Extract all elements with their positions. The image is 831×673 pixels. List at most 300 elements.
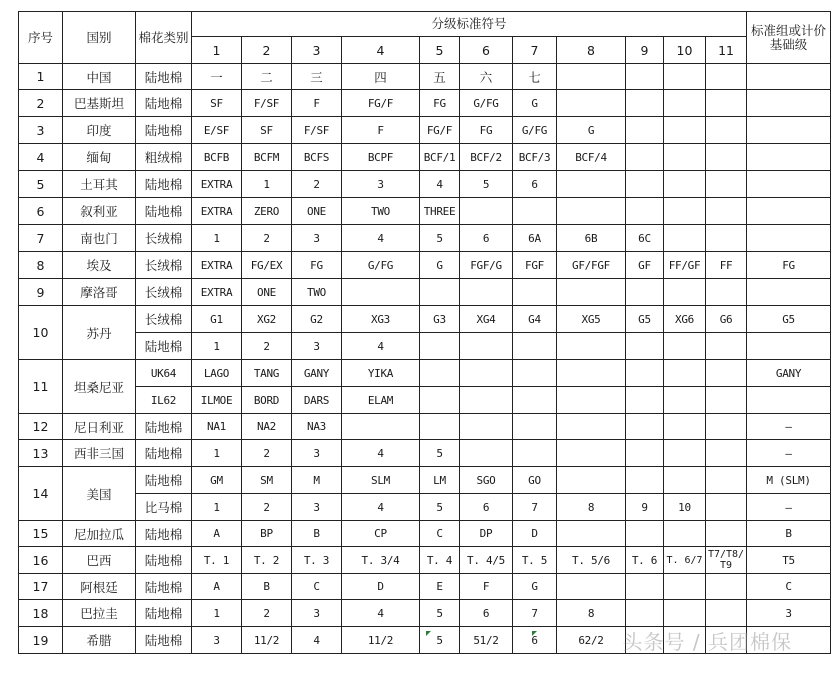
cotton-type-cell: UK64 xyxy=(136,360,192,387)
grade-cell: BCFS xyxy=(292,144,342,171)
grade-cell xyxy=(513,279,557,306)
standard-grade-cell xyxy=(747,627,831,654)
header-grade-4: 4 xyxy=(342,37,420,64)
grade-cell: F/SF xyxy=(292,117,342,144)
grade-cell: 5 xyxy=(420,494,460,521)
table-row xyxy=(19,171,831,198)
grade-cell xyxy=(664,360,706,387)
cotton-type-cell: 陆地棉 xyxy=(136,600,192,627)
cotton-type-cell: 陆地棉 xyxy=(136,574,192,600)
grade-cell: 3 xyxy=(192,627,242,654)
grade-cell: G/FG xyxy=(342,252,420,279)
grade-cell xyxy=(420,279,460,306)
country-cell: 埃及 xyxy=(63,252,136,279)
row-number: 3 xyxy=(19,117,63,144)
grade-cell: FG/F xyxy=(420,117,460,144)
cotton-type-cell: 陆地棉 xyxy=(136,467,192,494)
table-row xyxy=(19,494,831,521)
standard-grade-cell xyxy=(747,333,831,360)
grade-cell: NA3 xyxy=(292,414,342,440)
grade-cell: FG xyxy=(460,117,513,144)
cotton-type-cell: 粗绒棉 xyxy=(136,144,192,171)
header-grade-8: 8 xyxy=(557,37,626,64)
country-cell: 坦桑尼亚 xyxy=(63,360,136,414)
grade-cell: TWO xyxy=(292,279,342,306)
table-row xyxy=(19,360,831,387)
grade-cell: 四 xyxy=(342,64,420,90)
grade-cell xyxy=(513,387,557,414)
grade-cell: E xyxy=(420,574,460,600)
country-cell: 阿根廷 xyxy=(63,574,136,600)
grade-cell xyxy=(706,574,747,600)
grade-cell: BP xyxy=(242,521,292,547)
grade-cell: FG/F xyxy=(342,90,420,117)
grade-cell xyxy=(664,387,706,414)
table-row xyxy=(19,333,831,360)
grade-cell: G xyxy=(513,574,557,600)
table-row xyxy=(19,252,831,279)
grade-cell: C xyxy=(420,521,460,547)
grade-cell: DARS xyxy=(292,387,342,414)
grade-cell: T. 3/4 xyxy=(342,547,420,574)
grade-cell xyxy=(513,360,557,387)
table-body xyxy=(19,64,831,654)
row-number: 19 xyxy=(19,627,63,654)
grade-cell: SF xyxy=(242,117,292,144)
table-row xyxy=(19,144,831,171)
country-cell: 土耳其 xyxy=(63,171,136,198)
grade-cell xyxy=(664,521,706,547)
grade-cell xyxy=(626,279,664,306)
cotton-grading-table xyxy=(18,11,831,654)
grade-cell xyxy=(626,144,664,171)
grade-cell xyxy=(626,171,664,198)
cotton-type-cell: 陆地棉 xyxy=(136,333,192,360)
grade-cell: T. 6/7 xyxy=(664,547,706,574)
grade-cell: 6 xyxy=(513,171,557,198)
grade-cell: B xyxy=(242,574,292,600)
table-row xyxy=(19,225,831,252)
grade-cell: CP xyxy=(342,521,420,547)
header-grade-3: 3 xyxy=(292,37,342,64)
grade-cell: YIKA xyxy=(342,360,420,387)
grade-cell xyxy=(626,198,664,225)
standard-grade-cell xyxy=(747,387,831,414)
grade-cell xyxy=(626,574,664,600)
grade-cell: 1 xyxy=(192,225,242,252)
grade-cell xyxy=(664,414,706,440)
grade-cell: XG3 xyxy=(342,306,420,333)
grade-cell xyxy=(664,600,706,627)
row-number: 18 xyxy=(19,600,63,627)
grade-cell xyxy=(626,387,664,414)
grade-cell: 3 xyxy=(292,494,342,521)
grade-cell: 1 xyxy=(192,494,242,521)
standard-grade-cell: — xyxy=(747,494,831,521)
grade-cell xyxy=(460,387,513,414)
cotton-type-cell: 比马棉 xyxy=(136,494,192,521)
grade-cell: 9 xyxy=(626,494,664,521)
grade-cell: G/FG xyxy=(513,117,557,144)
grade-cell: EXTRA xyxy=(192,198,242,225)
grade-cell xyxy=(664,440,706,467)
grade-cell: 3 xyxy=(292,225,342,252)
grade-cell: 7 xyxy=(513,494,557,521)
grade-cell xyxy=(557,90,626,117)
standard-grade-cell xyxy=(747,144,831,171)
grade-cell xyxy=(557,360,626,387)
grade-cell: G2 xyxy=(292,306,342,333)
cotton-type-cell: 长绒棉 xyxy=(136,252,192,279)
grade-cell xyxy=(460,360,513,387)
table-row xyxy=(19,387,831,414)
grade-cell: FF/GF xyxy=(664,252,706,279)
row-number: 12 xyxy=(19,414,63,440)
grade-cell: DP xyxy=(460,521,513,547)
cotton-type-cell: 陆地棉 xyxy=(136,440,192,467)
grade-cell: T. 2 xyxy=(242,547,292,574)
grade-cell: GF xyxy=(626,252,664,279)
country-cell: 尼加拉瓜 xyxy=(63,521,136,547)
header-grade-1: 1 xyxy=(192,37,242,64)
cotton-type-cell: 长绒棉 xyxy=(136,306,192,333)
header-grade-9: 9 xyxy=(626,37,664,64)
grade-cell: 4 xyxy=(342,225,420,252)
grade-cell: 1 xyxy=(242,171,292,198)
grade-cell xyxy=(706,414,747,440)
grade-cell: EXTRA xyxy=(192,279,242,306)
grade-cell xyxy=(626,64,664,90)
grade-cell: T. 6 xyxy=(626,547,664,574)
country-cell: 叙利亚 xyxy=(63,198,136,225)
grade-cell: 5 xyxy=(420,627,460,654)
header-grade-5: 5 xyxy=(420,37,460,64)
grade-cell xyxy=(557,387,626,414)
grade-cell xyxy=(664,64,706,90)
grade-cell: 4 xyxy=(342,494,420,521)
grade-cell: SM xyxy=(242,467,292,494)
watermark: 头条号 / 兵团棉保 xyxy=(622,630,792,654)
grade-cell: T. 5 xyxy=(513,547,557,574)
grade-cell: TWO xyxy=(342,198,420,225)
grade-cell: FG/EX xyxy=(242,252,292,279)
standard-grade-cell xyxy=(747,198,831,225)
row-number: 14 xyxy=(19,467,63,521)
grade-cell: G xyxy=(557,117,626,144)
grade-cell: F/SF xyxy=(242,90,292,117)
cotton-type-cell: 陆地棉 xyxy=(136,414,192,440)
grade-cell xyxy=(626,627,664,654)
grade-cell: FGF/G xyxy=(460,252,513,279)
grade-cell: FG xyxy=(420,90,460,117)
grade-cell xyxy=(460,279,513,306)
standard-grade-cell: G5 xyxy=(747,306,831,333)
grade-cell xyxy=(626,467,664,494)
standard-grade-cell xyxy=(747,64,831,90)
grade-cell: NA1 xyxy=(192,414,242,440)
header-no: 序号 xyxy=(19,12,63,64)
grade-cell xyxy=(557,333,626,360)
grade-cell: 2 xyxy=(242,333,292,360)
grade-cell: GO xyxy=(513,467,557,494)
grade-cell xyxy=(460,414,513,440)
grade-cell: G5 xyxy=(626,306,664,333)
row-number: 11 xyxy=(19,360,63,414)
grade-cell: SF xyxy=(192,90,242,117)
cotton-type-cell: 陆地棉 xyxy=(136,198,192,225)
country-cell: 巴拉圭 xyxy=(63,600,136,627)
grade-cell: 三 xyxy=(292,64,342,90)
grade-cell: 7 xyxy=(513,600,557,627)
grade-cell xyxy=(460,198,513,225)
grade-cell xyxy=(557,414,626,440)
grade-cell: 一 xyxy=(192,64,242,90)
grade-cell xyxy=(626,333,664,360)
grade-cell xyxy=(706,144,747,171)
grade-cell: ELAM xyxy=(342,387,420,414)
standard-grade-cell: 3 xyxy=(747,600,831,627)
cotton-type-cell: 长绒棉 xyxy=(136,225,192,252)
grade-cell: T. 4 xyxy=(420,547,460,574)
grade-cell: ONE xyxy=(292,198,342,225)
cotton-type-cell: 长绒棉 xyxy=(136,279,192,306)
grade-cell: 8 xyxy=(557,600,626,627)
grade-cell xyxy=(664,198,706,225)
grade-cell xyxy=(664,117,706,144)
grade-cell: LM xyxy=(420,467,460,494)
header-country: 国别 xyxy=(63,12,136,64)
table-row xyxy=(19,64,831,90)
grade-cell: 2 xyxy=(242,600,292,627)
grade-cell: T. 5/6 xyxy=(557,547,626,574)
country-cell: 中国 xyxy=(63,64,136,90)
grade-cell: F xyxy=(342,117,420,144)
grade-cell: BORD xyxy=(242,387,292,414)
standard-grade-cell: C xyxy=(747,574,831,600)
grade-cell: 51/2 xyxy=(460,627,513,654)
grade-cell xyxy=(706,521,747,547)
grade-cell: G/FG xyxy=(460,90,513,117)
grade-cell: G4 xyxy=(513,306,557,333)
grade-cell: GM xyxy=(192,467,242,494)
row-number: 1 xyxy=(19,64,63,90)
grade-cell: BCF/2 xyxy=(460,144,513,171)
standard-grade-cell xyxy=(747,171,831,198)
standard-grade-cell: M (SLM) xyxy=(747,467,831,494)
table-row xyxy=(19,90,831,117)
table-row xyxy=(19,440,831,467)
grade-cell xyxy=(557,521,626,547)
grade-cell: FG xyxy=(292,252,342,279)
row-number: 16 xyxy=(19,547,63,574)
grade-cell xyxy=(664,279,706,306)
standard-grade-cell: GANY xyxy=(747,360,831,387)
table-row xyxy=(19,414,831,440)
grade-cell: BCF/3 xyxy=(513,144,557,171)
grade-cell: XG5 xyxy=(557,306,626,333)
grade-cell: T. 1 xyxy=(192,547,242,574)
grade-cell: GANY xyxy=(292,360,342,387)
header-standard-grade: 标准组或计价基础级 xyxy=(747,12,831,64)
country-cell: 南也门 xyxy=(63,225,136,252)
row-number: 10 xyxy=(19,306,63,360)
grade-cell xyxy=(557,440,626,467)
grade-cell: BCFM xyxy=(242,144,292,171)
grade-cell: SLM xyxy=(342,467,420,494)
table-row xyxy=(19,117,831,144)
grade-cell xyxy=(342,414,420,440)
grade-cell: 3 xyxy=(292,333,342,360)
grade-cell xyxy=(557,198,626,225)
grade-cell xyxy=(557,467,626,494)
cotton-type-cell: 陆地棉 xyxy=(136,90,192,117)
row-number: 4 xyxy=(19,144,63,171)
grade-cell: F xyxy=(292,90,342,117)
grade-cell: 11/2 xyxy=(342,627,420,654)
cotton-type-cell: 陆地棉 xyxy=(136,627,192,654)
grade-cell: B xyxy=(292,521,342,547)
grade-cell: G6 xyxy=(706,306,747,333)
grade-cell xyxy=(626,521,664,547)
country-cell: 西非三国 xyxy=(63,440,136,467)
grade-cell xyxy=(626,360,664,387)
grade-cell: 2 xyxy=(242,440,292,467)
grade-cell: BCF/4 xyxy=(557,144,626,171)
grade-cell: 3 xyxy=(292,440,342,467)
header-grade-symbols: 分级标准符号 xyxy=(192,12,747,37)
grading-table-container xyxy=(18,11,827,661)
grade-cell xyxy=(557,64,626,90)
grade-cell xyxy=(557,574,626,600)
header-grade-10: 10 xyxy=(664,37,706,64)
grade-cell: A xyxy=(192,574,242,600)
grade-cell: 二 xyxy=(242,64,292,90)
grade-cell xyxy=(664,333,706,360)
grade-cell: 5 xyxy=(420,440,460,467)
grade-cell: G xyxy=(420,252,460,279)
grade-cell: 11/2 xyxy=(242,627,292,654)
grade-cell: 6 xyxy=(513,627,557,654)
country-cell: 摩洛哥 xyxy=(63,279,136,306)
grade-cell: M xyxy=(292,467,342,494)
grade-cell xyxy=(706,333,747,360)
grade-cell: 6 xyxy=(460,600,513,627)
grade-cell xyxy=(664,171,706,198)
grade-cell: D xyxy=(342,574,420,600)
grade-cell: 4 xyxy=(342,333,420,360)
grade-cell xyxy=(706,90,747,117)
grade-cell: 5 xyxy=(420,225,460,252)
table-row xyxy=(19,600,831,627)
standard-grade-cell: B xyxy=(747,521,831,547)
grade-cell: FF xyxy=(706,252,747,279)
grade-cell: A xyxy=(192,521,242,547)
table-row xyxy=(19,198,831,225)
cell-corner-mark xyxy=(426,631,431,636)
grade-cell: BCFB xyxy=(192,144,242,171)
grade-cell: XG2 xyxy=(242,306,292,333)
grade-cell xyxy=(706,360,747,387)
grade-cell: 62/2 xyxy=(557,627,626,654)
grade-cell: 4 xyxy=(342,600,420,627)
row-number: 9 xyxy=(19,279,63,306)
grade-cell xyxy=(626,600,664,627)
grade-cell: 6B xyxy=(557,225,626,252)
grade-cell: FGF xyxy=(513,252,557,279)
country-cell: 尼日利亚 xyxy=(63,414,136,440)
grade-cell: 4 xyxy=(342,440,420,467)
grade-cell xyxy=(706,225,747,252)
grade-cell xyxy=(513,333,557,360)
grade-cell xyxy=(664,90,706,117)
header-cotton-type: 棉花类别 xyxy=(136,12,192,64)
grade-cell: 5 xyxy=(420,600,460,627)
row-number: 17 xyxy=(19,574,63,600)
header-grade-11: 11 xyxy=(706,37,747,64)
grade-cell: 6 xyxy=(460,225,513,252)
row-number: 6 xyxy=(19,198,63,225)
grade-cell: 七 xyxy=(513,64,557,90)
grade-cell xyxy=(706,600,747,627)
grade-cell: 五 xyxy=(420,64,460,90)
country-cell: 苏丹 xyxy=(63,306,136,360)
grade-cell: 4 xyxy=(292,627,342,654)
row-number: 7 xyxy=(19,225,63,252)
country-cell: 美国 xyxy=(63,467,136,521)
grade-cell: 2 xyxy=(242,225,292,252)
grade-cell: 六 xyxy=(460,64,513,90)
table-row xyxy=(19,467,831,494)
grade-cell: D xyxy=(513,521,557,547)
grade-cell xyxy=(706,117,747,144)
grade-cell xyxy=(513,414,557,440)
grade-cell: 6A xyxy=(513,225,557,252)
grade-cell: BCF/1 xyxy=(420,144,460,171)
grade-cell: EXTRA xyxy=(192,252,242,279)
table-row xyxy=(19,306,831,333)
grade-cell: 10 xyxy=(664,494,706,521)
row-number: 5 xyxy=(19,171,63,198)
grade-cell: EXTRA xyxy=(192,171,242,198)
country-cell: 巴基斯坦 xyxy=(63,90,136,117)
grade-cell xyxy=(420,387,460,414)
country-cell: 缅甸 xyxy=(63,144,136,171)
grade-cell: 1 xyxy=(192,440,242,467)
grade-cell xyxy=(664,574,706,600)
grade-cell xyxy=(513,440,557,467)
grade-cell xyxy=(626,440,664,467)
standard-grade-cell xyxy=(747,225,831,252)
grade-cell xyxy=(706,198,747,225)
grade-cell xyxy=(626,117,664,144)
row-number: 2 xyxy=(19,90,63,117)
header-row-top xyxy=(19,12,831,37)
grade-cell: G xyxy=(513,90,557,117)
grade-cell: XG4 xyxy=(460,306,513,333)
grade-cell: TANG xyxy=(242,360,292,387)
grade-cell: 8 xyxy=(557,494,626,521)
grade-cell xyxy=(420,333,460,360)
standard-grade-cell: FG xyxy=(747,252,831,279)
grade-cell: ONE xyxy=(242,279,292,306)
table-row xyxy=(19,521,831,547)
grade-cell xyxy=(664,627,706,654)
grade-cell: 6C xyxy=(626,225,664,252)
grade-cell: C xyxy=(292,574,342,600)
country-cell: 希腊 xyxy=(63,627,136,654)
grade-cell: 3 xyxy=(292,600,342,627)
grade-cell: 1 xyxy=(192,333,242,360)
